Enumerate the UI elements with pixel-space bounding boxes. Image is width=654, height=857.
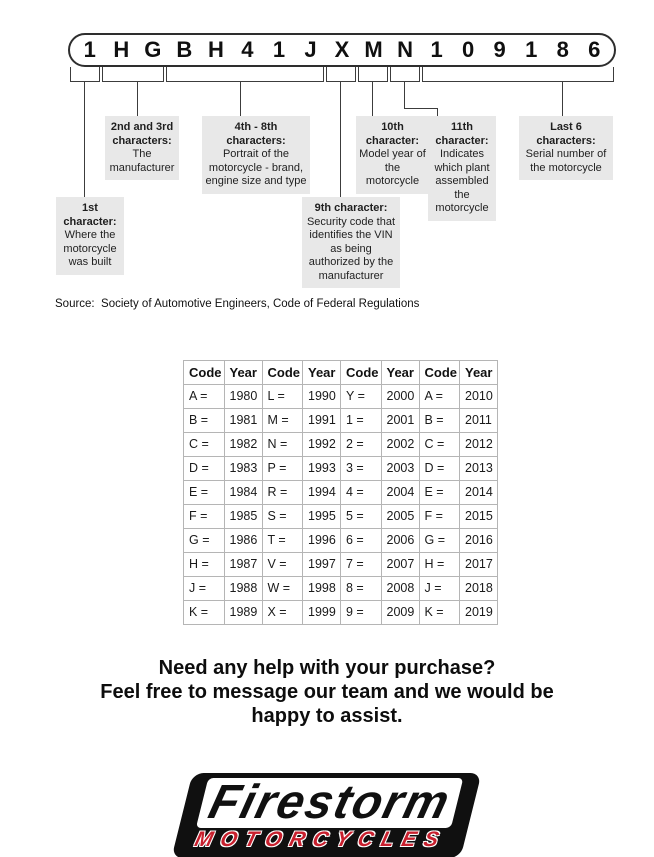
logo-subtitle-text: MOTORCYCLES	[192, 828, 450, 851]
bracket-9th-character	[326, 67, 356, 82]
year-value-cell: 2006	[381, 529, 419, 553]
year-table-row	[184, 601, 498, 625]
connector-11th-character-drop	[437, 108, 438, 116]
year-code-cell: J =	[184, 577, 225, 601]
year-code-cell: A =	[419, 385, 460, 409]
year-table-row	[184, 529, 498, 553]
year-code-cell: 2 =	[341, 433, 382, 457]
year-code-table	[183, 360, 498, 625]
year-value-cell: 1993	[303, 457, 341, 481]
year-code-cell: X =	[262, 601, 303, 625]
year-value-cell: 1996	[303, 529, 341, 553]
annotation-description: Model year of the motorcycle	[359, 148, 426, 187]
year-code-cell: B =	[184, 409, 225, 433]
year-value-cell: 2018	[460, 577, 498, 601]
year-code-cell: J =	[419, 577, 460, 601]
year-table-row	[184, 577, 498, 601]
vin-character: 8	[556, 37, 569, 62]
brand-logo	[0, 774, 654, 857]
year-table-header-cell: Year	[303, 361, 341, 385]
year-value-cell: 2000	[381, 385, 419, 409]
logo-brand-band	[196, 778, 464, 828]
vin-character: 1	[430, 37, 443, 62]
vin-character: 6	[588, 37, 601, 62]
annotation-10th-character	[356, 116, 429, 194]
year-value-cell: 2012	[460, 433, 498, 457]
year-code-cell: C =	[419, 433, 460, 457]
help-message-line: happy to assist.	[251, 705, 403, 727]
year-code-cell: F =	[419, 505, 460, 529]
source-attribution: Source: Society of Automotive Engineers, Code of Federal Regulations	[55, 298, 420, 310]
vin-character: 9	[493, 37, 506, 62]
annotation-title: 1st character:	[63, 202, 117, 228]
connector-4th-8th-characters	[240, 81, 241, 116]
annotation-title: 4th - 8th characters:	[226, 121, 286, 147]
year-code-cell: H =	[419, 553, 460, 577]
vin-character: H	[207, 37, 224, 62]
year-value-cell: 1998	[303, 577, 341, 601]
year-code-cell: 6 =	[341, 529, 382, 553]
vin-character: 1	[272, 37, 286, 62]
year-value-cell: 1985	[224, 505, 262, 529]
vin-character: 4	[241, 37, 254, 62]
annotation-description: Security code that identifies the VIN as being authorized by the manufacturer	[306, 215, 396, 282]
connector-last-6-characters	[562, 81, 563, 116]
vin-character: M	[364, 37, 383, 62]
year-value-cell: 1980	[224, 385, 262, 409]
year-code-cell: Y =	[341, 385, 382, 409]
year-table-header-cell: Code	[184, 361, 225, 385]
annotation-last-6-characters	[519, 116, 613, 180]
year-table-row	[184, 481, 498, 505]
year-table-row	[184, 553, 498, 577]
help-message	[0, 656, 654, 728]
vin-character: 1	[525, 37, 538, 62]
year-value-cell: 2010	[460, 385, 498, 409]
year-code-cell: S =	[262, 505, 303, 529]
year-value-cell: 1989	[224, 601, 262, 625]
bracket-last-6-characters	[422, 67, 614, 82]
year-code-cell: A =	[184, 385, 225, 409]
year-code-cell: F =	[184, 505, 225, 529]
year-code-cell: 8 =	[341, 577, 382, 601]
connector-1st-character	[84, 81, 85, 197]
vin-character: 1	[83, 37, 96, 62]
connector-9th-character	[340, 81, 341, 197]
year-table-row	[184, 457, 498, 481]
year-code-cell: C =	[184, 433, 225, 457]
year-value-cell: 1982	[224, 433, 262, 457]
annotation-title: 10th character:	[365, 121, 420, 147]
year-value-cell: 2013	[460, 457, 498, 481]
bracket-10th-character	[358, 67, 388, 82]
year-table-row	[184, 433, 498, 457]
year-code-cell: N =	[262, 433, 303, 457]
year-value-cell: 1992	[303, 433, 341, 457]
year-table-row	[184, 409, 498, 433]
year-value-cell: 2014	[460, 481, 498, 505]
year-code-cell: G =	[184, 529, 225, 553]
year-code-cell: P =	[262, 457, 303, 481]
vin-box	[68, 33, 616, 67]
bracket-1st-character	[70, 67, 100, 82]
year-table-header-cell: Code	[341, 361, 382, 385]
year-code-cell: T =	[262, 529, 303, 553]
year-code-cell: 5 =	[341, 505, 382, 529]
year-value-cell: 2005	[381, 505, 419, 529]
year-value-cell: 2017	[460, 553, 498, 577]
year-code-cell: B =	[419, 409, 460, 433]
year-code-cell: L =	[262, 385, 303, 409]
logo-brand-text: Firestorm	[203, 776, 457, 829]
year-table-row	[184, 505, 498, 529]
year-table-row	[184, 385, 498, 409]
annotation-description: Portrait of the motorcycle - brand, engine size and type	[205, 148, 307, 187]
annotation-9th-character	[302, 197, 400, 288]
year-table-header-cell: Year	[381, 361, 419, 385]
year-code-cell: R =	[262, 481, 303, 505]
year-table-header-cell: Code	[419, 361, 460, 385]
annotation-description: The manufacturer	[109, 148, 175, 174]
year-value-cell: 1995	[303, 505, 341, 529]
year-code-cell: 1 =	[341, 409, 382, 433]
year-code-cell: W =	[262, 577, 303, 601]
year-value-cell: 2016	[460, 529, 498, 553]
year-value-cell: 1991	[303, 409, 341, 433]
year-code-cell: H =	[184, 553, 225, 577]
year-code-cell: K =	[419, 601, 460, 625]
year-value-cell: 2001	[381, 409, 419, 433]
year-value-cell: 2019	[460, 601, 498, 625]
help-message-line: Need any help with your purchase?	[158, 657, 496, 679]
vin-character: H	[113, 37, 130, 62]
year-value-cell: 1997	[303, 553, 341, 577]
annotation-2nd-3rd-characters	[105, 116, 179, 180]
year-value-cell: 2003	[381, 457, 419, 481]
year-code-cell: D =	[419, 457, 460, 481]
year-code-cell: E =	[419, 481, 460, 505]
year-code-cell: 7 =	[341, 553, 382, 577]
year-table-header-cell: Year	[460, 361, 498, 385]
connector-11th-character-elbow	[404, 108, 437, 109]
year-value-cell: 1986	[224, 529, 262, 553]
annotation-11th-character	[428, 116, 496, 221]
year-value-cell: 1999	[303, 601, 341, 625]
year-value-cell: 2009	[381, 601, 419, 625]
year-value-cell: 1981	[224, 409, 262, 433]
connector-2nd-3rd-characters	[137, 81, 138, 116]
year-value-cell: 2002	[381, 433, 419, 457]
vin-character: N	[397, 37, 414, 62]
year-value-cell: 1984	[224, 481, 262, 505]
year-value-cell: 2015	[460, 505, 498, 529]
annotation-title: 11th character:	[435, 121, 489, 147]
bracket-4th-8th-characters	[166, 67, 324, 82]
annotation-description: Serial number of the motorcycle	[525, 148, 607, 174]
year-table-header-cell: Year	[224, 361, 262, 385]
annotation-title: Last 6 characters:	[536, 121, 596, 147]
year-value-cell: 2007	[381, 553, 419, 577]
vin-character: 0	[462, 37, 475, 62]
year-code-cell: V =	[262, 553, 303, 577]
bracket-11th-character	[390, 67, 420, 82]
vin-character: G	[144, 37, 162, 62]
year-table-header-cell: Code	[262, 361, 303, 385]
year-code-cell: 9 =	[341, 601, 382, 625]
year-code-cell: 4 =	[341, 481, 382, 505]
annotation-4th-8th-characters	[202, 116, 310, 194]
year-code-cell: 3 =	[341, 457, 382, 481]
year-code-cell: M =	[262, 409, 303, 433]
year-code-cell: K =	[184, 601, 225, 625]
annotation-title: 9th character:	[314, 202, 388, 214]
year-value-cell: 2004	[381, 481, 419, 505]
vin-character: J	[304, 37, 317, 62]
bracket-2nd-3rd-characters	[102, 67, 164, 82]
annotation-1st-character	[56, 197, 124, 275]
year-code-cell: G =	[419, 529, 460, 553]
vin-character: X	[334, 37, 350, 62]
logo-badge	[173, 774, 481, 857]
year-value-cell: 2011	[460, 409, 498, 433]
annotation-title: 2nd and 3rd characters:	[110, 121, 174, 147]
year-value-cell: 1994	[303, 481, 341, 505]
connector-11th-character-vertical	[404, 81, 405, 108]
vin-character: B	[176, 37, 193, 62]
year-value-cell: 2008	[381, 577, 419, 601]
year-value-cell: 1988	[224, 577, 262, 601]
year-value-cell: 1983	[224, 457, 262, 481]
year-value-cell: 1990	[303, 385, 341, 409]
year-code-cell: E =	[184, 481, 225, 505]
help-message-line: Feel free to message our team and we would be	[100, 681, 554, 703]
year-code-cell: D =	[184, 457, 225, 481]
connector-10th-character	[372, 81, 373, 116]
year-value-cell: 1987	[224, 553, 262, 577]
annotation-description: Indicates which plant assembled the motorcycle	[434, 148, 490, 214]
annotation-description: Where the motorcycle was built	[63, 229, 117, 268]
